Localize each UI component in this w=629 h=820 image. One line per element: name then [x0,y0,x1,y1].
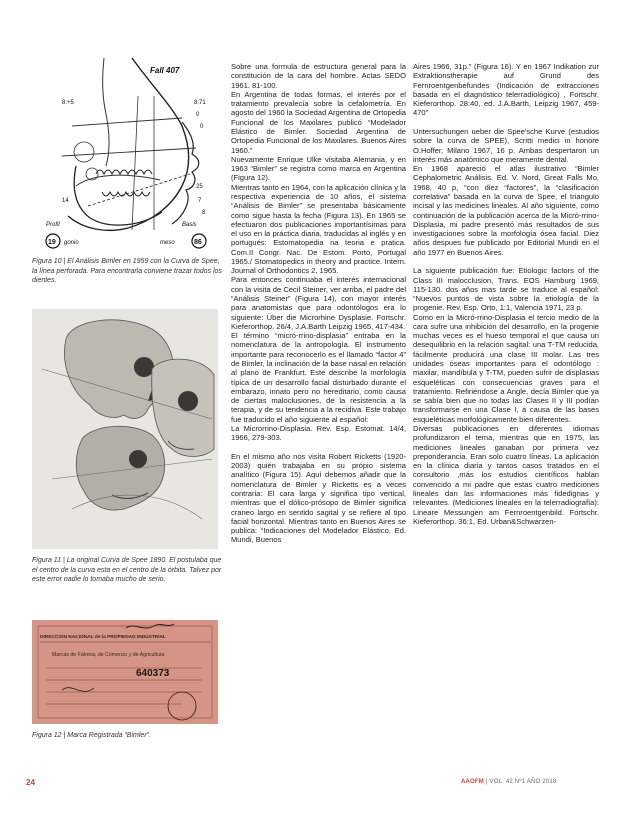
cephalometric-tracing [32,56,218,252]
paragraph: La Microrrino-Displasia. Rev. Esp. Estomat. 14/4, 1966, 279-303. [231,423,406,443]
figure-11-caption: Figura 11 | La original Curva de Spee 1890. El postulaba que el centro de la curva esta en el centro de la órbita. Talvez por este error nadie lo tomaba mucho de serio. [32,557,222,584]
paragraph: Sobre una formula de estructura general para la constitución de la cara del hombre. Actas SEDO 1961. 81-100. [231,62,406,90]
paragraph: En Argentina de todas formas, el interés por el tratamiento prevalecía sobre la cefalometría. En agosto del 1960 la Sociedad Argentina de Ortopedia Funcional de los Maxilares publicó “Modelador Elástico de Bimler. Sociedad Argentina de Ortopedia Funcional de los Maxilares. Buenos Aires 1960.” [231,89,406,155]
figure-10-caption: Figura 10 | El Análisis Bimler en 1959 con la Curva de Spee, la línea perforada. Para encontrarla conviene trazar todos los dientes. [32,258,222,285]
paragraph: Como en la Micró-rrino-Displasia el tercio medio de la cara sufre una inhibición del desarrollo, en la progenie muchas veces es el hueso temporal el que causa un desequilibrio en la relación sagital: una T-TM reducida, fácilmente producirá una clase III molar. Las tres unidades óseas importantes para el odontólogo : maxilar, mandíbula y T-TM, pueden sufrir de displasias esqueléticas con consecuencias graves para el tratamiento. Refiriéndose a Angle, decía Bimler que ya se sabía bien que no todas las Clases II y III podían transformarse en una Clase I, a causa de las bases esqueléticas morfológicamente bien diferentes. [413,312,599,424]
paragraph: En 1968 apareció el atlas ilustrativo “Bimler Cephalometric Análisis. Ed. V. Nord, Great Falls Mo, 1968, 40 p, “con diez “factores”, la “clasificación correlativa” basada en la curva de Spee, el triangulo incisal y las medicines lineales. Al año siguiente, como continuación de la publicación acerca de la Micró-rrino-Displasia, mi padre presentó más resultados de sus investigaciones sobre la morfología ósea facial. Diez años despues fue publicado por Editorial Mundi en el año 1977 en Buenos Aires. [413,164,599,257]
mark-text: 7 [198,198,202,204]
registration-number: 640373 [136,668,170,679]
figure-11 [32,309,218,549]
mark-text: meso [160,240,175,246]
mark-text: gonio [64,240,79,246]
paragraph: Diversas publicaciones en diferentes idiomas profundizaron el tema, mientras que en 1975, las mediciones lineales ganaban por primera vez preponderancia. Eran solo cuatro líneas. La aplicación en la clínica diaria y tantos casos tratados en el consultorio ,más los estudios científicos hablan convencido a mi padre que estas cuatro mediciones lineales dan las informaciones más fidedignas y relevantes. (Mediciones lineales en la telerradiografía): Lineare Messungen am Fernroentgenbild. Fortschr. Kieferorthop. 36:1, Ed. Urban&Schwarzen- [413,424,599,526]
text-column-1 [231,62,406,545]
mark-text: 19 [48,239,56,246]
document-subheading: Marcas de Fábrica, de Comercio y de Agricultura [52,652,165,658]
paragraph: En el mismo año nos visita Robert Ricketts (1920-2003) quién trabajaba en su própio sistema analítico (Figura 15). Aquí debemos añadir que la nomenclatura de Bimler y Ricketts es a veces contraria: El cara larga y significa tipo vertical, mientras que el dólico-prósopo de Bimler significa craneo largo en sentido sagital y se refiere al tipo facial horizontal. Mientras tanto en Buenos Aires se publica: “Indicaciones del Modelador Elástico. Ed. Mundi, Buenos [231,451,406,545]
journal-footer [461,779,556,785]
document-heading: DIRECCION NACIONAL de la PROPIEDAD INDUSTRIAL [40,635,166,640]
mark-text: 0 [200,124,204,130]
text-column-2 [413,62,599,526]
paragraph: Para entonces continuaba el interés internacional con la visita de Cecil Steiner, ver arriba, el padre del “Análisis Steiner” (Figura 14), con mayor interés para anatomistas que para odontólogos era lo siguiente: Über die Microrhine Dysplasie. Fortschr. Kieferorthop. 26/4, J.A.Barth Leipzig 1965, 417-434. [231,275,406,331]
page-number: 24 [26,778,35,787]
journal-name: AAOFM [461,779,484,785]
figure-12 [32,620,218,724]
trademark-document [32,620,218,724]
paragraph-gap [413,118,599,127]
mark-text: 8 [202,210,206,216]
journal-issue: | VOL. 42 Nº1 AÑO 2018 [485,779,557,785]
skull-illustration [32,309,218,549]
paragraph: Untersuchungen ueber die Spee'sche Kurve (estudios sobre la curva de SPEE), Scritti medici in honore O.Hoffer, Milano 1967, 16 p. Ambas despertaron un interés más anatómico que meramente dental. [413,126,599,164]
mark-text: 14 [62,198,69,204]
mark-text: Profil [46,222,60,228]
paragraph-gap [413,257,599,266]
mark-text: 8:+5 [62,100,74,106]
paragraph: Mientras tanto en 1964, con la aplicación clínica y la respectiva experiencia de 10 años, el sistema “Análisis de Bimler” se presentaba básicamente como sigue hasta la fecha (Figura 13). En 1965 se efectuaron dos publicaciones importantísimas para el uso en la práctica diaria, traducidas al inglés y en portugués: Estomatopedia na teoria e pratica. Com.II Congr. Nac. De Estom. Porto, Portugal 1965./ Stomatopedics in theory and practice. Intern. Journal of Orthodontics 2, 1965. [231,182,406,276]
paragraph: Nuevamente Enrique Ulke visitaba Alemania, y en 1963 “Bimler” se registra como marca en Argentina (Figura 12). [231,154,406,183]
mark-text: Basis [182,222,197,228]
figure-10 [32,56,218,252]
figure-label: Fall 407 [150,66,180,75]
paragraph: La siguiente publicación fue: Etiologic factors of the Class III malocclusion, Trans. EOS Hamburg 1969, 115-130. dos años mas tarde se traduce al español: “Nuevos puntos de vista sobre la etiología de la progenie. Rev. Esp. Orto, 1:1, Valencia 1971, 23 p. [413,266,599,313]
mark-text: 25 [196,184,203,190]
mark-text: 8:71 [194,100,206,106]
paragraph-gap [231,443,406,452]
paragraph: Aires 1966, 31p.” (Figura 16). Y en 1967 Indikation zur Extraktionstherapie auf Grund des Fernroentgenbefundes (Indicación de extracciones basada en el diagnóstico telerradiológico) , Fortschr. Kieferorthop. 28:40, ed. J.A.Barth, Leipzig 1967, 459-470” [413,62,599,118]
figure-12-caption: Figura 12 | Marca Registrada “Bimler”. [32,732,151,739]
mark-text: 0 [196,112,200,118]
mark-text: 86 [194,239,202,246]
paragraph: El término “micró-rrino-displasia” entraba en la nomenclatura de la antropología. El instrumento importante para reconocerlo es el llamado “factor 4” de Bimler, la inclinación de la base nasal en relación al plano de Frankfurt. Este describe la morfología típica de un desarrollo facial disturbado durante el embarazo, innato pero no hereditario, como causa de ciertas maloclusiones, de la resistencia a la terapia, y de su tendencia a la recidiva. Este trabajo fue traducido el año siguiente al español: [231,331,406,424]
